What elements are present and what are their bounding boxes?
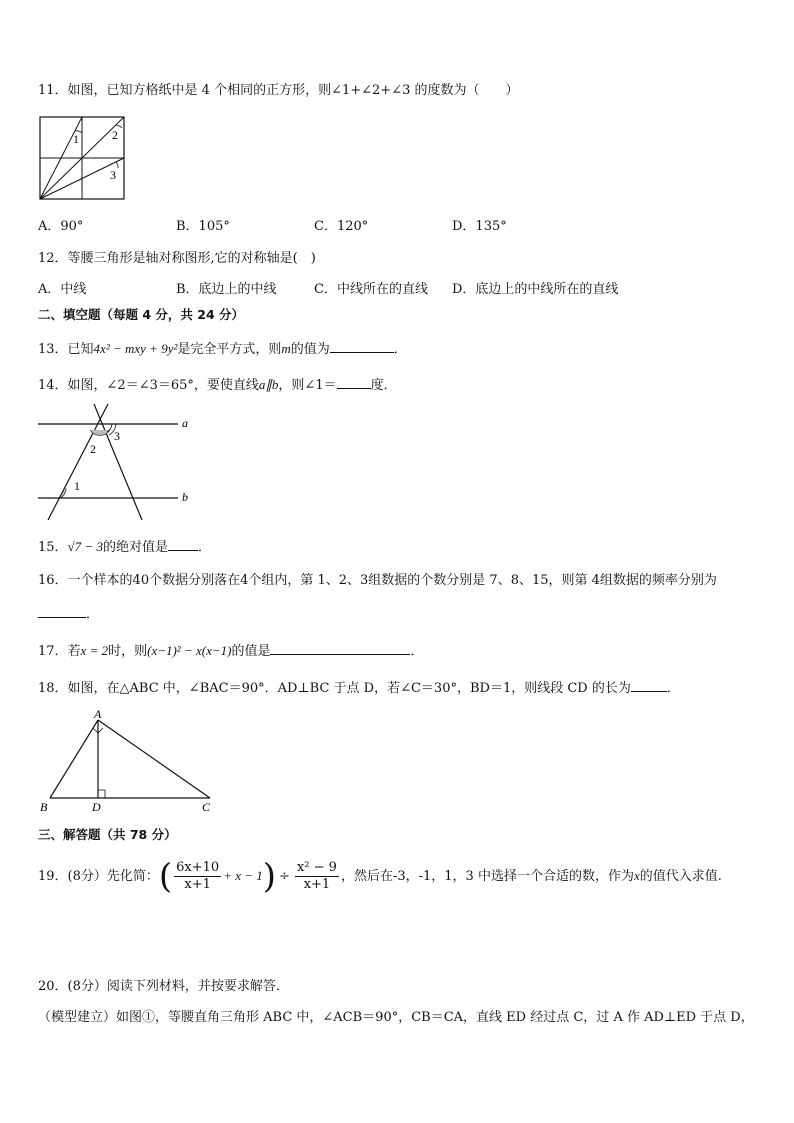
q17-mid: 时，则	[108, 644, 148, 659]
section-fill-in-heading: 二、填空题（每题 4 分，共 24 分）	[38, 307, 245, 322]
q15-prefix: 15．	[38, 540, 68, 555]
q13-end: ．	[393, 342, 407, 357]
q13-var: m	[281, 341, 291, 356]
q14-parallel-lines-figure	[36, 402, 196, 522]
q19-prefix: 19．(8分）先化简：	[38, 869, 159, 884]
q17-suffix: 的值是	[231, 644, 271, 659]
q15-suffix: 的绝对值是	[102, 540, 168, 555]
q19-end: 的值代入求值.	[639, 869, 722, 884]
q18-answer-blank	[631, 677, 667, 692]
q17-prefix: 17．若	[38, 644, 81, 659]
q18-label-a: A	[94, 707, 102, 721]
q17-line	[38, 640, 423, 661]
q14-answer-blank	[337, 374, 371, 389]
q15-line	[38, 536, 211, 557]
q17-end: ．	[410, 644, 424, 659]
q19-divide: ÷	[279, 869, 290, 884]
q19-fraction-1: $\frac{6x+10}{x+1}$	[176, 860, 220, 892]
q11-option-b: B．105°	[176, 219, 230, 234]
q14-suffix: 度．	[370, 378, 397, 393]
q12-option-a: A．中线	[38, 282, 87, 297]
q11-option-d: D．135°	[452, 219, 507, 234]
q20-text: 20．(8分）阅读下列材料，并按要求解答．	[38, 979, 289, 994]
q17-condition: x = 2	[80, 643, 109, 658]
q11-label-1: 1	[73, 132, 79, 146]
q14-mid: ，则∠1＝	[278, 378, 337, 393]
q13-answer-blank	[330, 338, 394, 353]
q11-label-3: 3	[110, 168, 116, 182]
q14-label-1: 1	[74, 479, 80, 493]
q15-expression: √7 − 3	[67, 539, 103, 554]
q13-expression: 4x² − mxy + 9y²	[93, 341, 178, 356]
section-answer-heading: 三、解答题（共 78 分）	[38, 827, 177, 842]
q17-answer-blank	[270, 640, 410, 655]
q11-text: 11．如图，已知方格纸中是 4 个相同的正方形，则∠1+∠2+∠3 的度数为（ ）	[38, 83, 519, 98]
q11-option-a: A．90°	[38, 219, 84, 234]
q11-option-c: C．120°	[314, 219, 369, 234]
q14-prefix: 14．如图，∠2＝∠3＝65°，要使直线	[38, 378, 259, 393]
q19-suffix: ，然后在-3，-1，1，3 中选择一个合适的数，作为	[340, 869, 634, 884]
q11-grid-figure	[38, 115, 128, 201]
q19-fraction-2: $\frac{\text{x² − 9}}{x+1}$	[296, 860, 337, 892]
q12-option-b: B．底边上的中线	[176, 282, 277, 297]
q18-end: ．	[666, 681, 680, 696]
q16-end: ．	[86, 607, 100, 622]
q19-var: x	[633, 868, 640, 883]
q15-answer-blank	[168, 536, 198, 551]
q14-line	[38, 374, 397, 395]
q14-label-3: 3	[114, 429, 120, 443]
q14-parallel: a∥b	[258, 377, 279, 392]
q12-text: 12．等腰三角形是轴对称图形,它的对称轴是( )	[38, 251, 316, 266]
q19-line: 19．(8分）先化简：( $\frac{6x+10}{x+1}$ + x − 1) ÷ $\frac{\text{x² − 9}}{x+1}$ ，然后在-3，-1，1，3 中选择一个合适的数，作为x的值代入求值.	[38, 856, 722, 897]
q13-line	[38, 338, 407, 359]
q18-text: 18．如图，在△ABC 中，∠BAC＝90°．AD⊥BC 于点 D，若∠C＝30°，BD＝1，则线段 CD 的长为	[38, 681, 631, 696]
q13-suffix: 的值为	[290, 342, 330, 357]
q18-label-b: B	[40, 800, 48, 814]
q16-line2	[38, 603, 99, 624]
q16-text: 16．一个样本的40个数据分别落在4个组内，第 1、2、3组数据的个数分别是 7、8、15，则第 4组数据的频率分别为	[38, 573, 717, 588]
q12-option-d: D．底边上的中线所在的直线	[452, 282, 619, 297]
q19-plus-term: + x − 1	[223, 868, 263, 883]
q18-label-d: D	[92, 800, 101, 814]
q18-label-c: C	[202, 800, 211, 814]
q14-label-a: a	[182, 416, 188, 430]
q13-mid: 是完全平方式，则	[177, 342, 282, 357]
q12-option-c: C．中线所在的直线	[314, 282, 428, 297]
q20-model-text: （模型建立）如图①，等腰直角三角形 ABC 中，∠ACB＝90°，CB＝CA，直线 ED 经过点 C，过 A 作 AD⊥ED 于点 D，	[38, 1010, 754, 1025]
q16-answer-blank	[38, 603, 86, 618]
q13-prefix: 13．已知	[38, 342, 94, 357]
q15-end: ．	[197, 540, 211, 555]
q17-expression: (x−1)² − x(x−1)	[147, 643, 232, 658]
q18-line	[38, 677, 680, 698]
q14-label-b: b	[182, 490, 188, 504]
q18-triangle-figure	[36, 706, 226, 818]
q14-label-2: 2	[90, 442, 96, 456]
q11-label-2: 2	[112, 128, 118, 142]
